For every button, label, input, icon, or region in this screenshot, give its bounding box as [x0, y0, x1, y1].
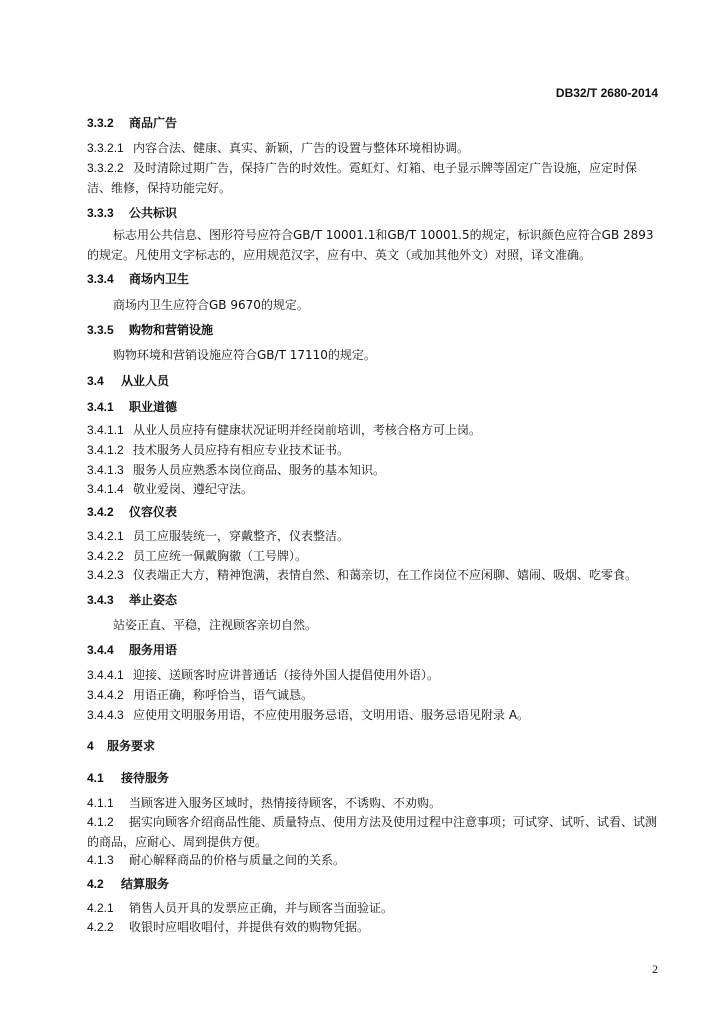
document-body [87, 115, 659, 935]
page-number: 2 [652, 962, 658, 976]
heading-3-4-1: 3.4.1 职业道德 [87, 400, 178, 414]
clause-4-1-1: 4.1.1 当顾客进入服务区域时，热情接待顾客，不诱购、不劝购。 [87, 796, 442, 810]
paragraph-3-4-3: 站姿正直、平稳，注视顾客亲切自然。 [113, 618, 318, 632]
heading-4-1: 4.1 接待服务 [87, 771, 170, 785]
clause-3-4-2-2: 3.4.2.2 员工应统一佩戴胸徽（工号牌）。 [87, 549, 308, 563]
heading-3-4-2: 3.4.2 仪容仪表 [87, 505, 178, 519]
clause-3-4-2-3: 3.4.2.3 仪表端正大方，精神饱满，表情自然、和蔼亲切，在工作岗位不应闲聊、嬉闹、吸烟、吃零食。 [87, 568, 638, 582]
clause-3-3-2-1: 3.3.2.1 内容合法、健康、真实、新颖，广告的设置与整体环境相协调。 [87, 141, 470, 155]
clause-3-4-2-1: 3.4.2.1 员工应服装统一，穿戴整齐，仪表整洁。 [87, 529, 350, 543]
heading-4: 4 服务要求 [87, 739, 156, 753]
clause-3-3-2-2: 3.3.2.2 及时清除过期广告，保持广告的时效性。霓虹灯、灯箱、电子显示牌等固定广告设施，应定时保洁、维修，保持功能完好。 [87, 161, 638, 195]
paragraph-3-3-5: 购物环境和营销设施应符合GB/T 17110的规定。 [113, 348, 376, 362]
clause-3-4-4-1: 3.4.4.1 迎接、送顾客时应讲普通话（接待外国人提倡使用外语）。 [87, 668, 440, 682]
heading-3-3-2: 3.3.2 商品广告 [87, 116, 178, 130]
heading-3-3-3: 3.3.3 公共标识 [87, 206, 178, 220]
heading-3-3-4: 3.3.4 商场内卫生 [87, 272, 190, 286]
clause-3-4-4-2: 3.4.4.2 用语正确，称呼恰当，语气诚恳。 [87, 688, 314, 702]
heading-3-3-5: 3.3.5 购物和营销设施 [87, 323, 214, 337]
clause-3-4-4-3: 3.4.4.3 应使用文明服务用语，不应使用服务忌语，文明用语、服务忌语见附录 A。 [87, 708, 530, 722]
paragraph-3-3-3: 标志用公共信息、图形符号应符合GB/T 10001.1和GB/T 10001.5的规定，标识颜色应符合GB 2893的规定。凡使用文字标志的，应用规范汉字，应有中、英文（或加其他外文）对照，译文准确。 [87, 228, 654, 262]
clause-4-1-2: 4.1.2 据实向顾客介绍商品性能、质量特点、使用方法及使用过程中注意事项；可试穿、试听、试看、试测的商品，应耐心、周到提供方便。 [87, 815, 658, 849]
clause-4-1-3: 4.1.3 耐心解释商品的价格与质量之间的关系。 [87, 853, 346, 867]
heading-3-4-3: 3.4.3 举止姿态 [87, 593, 178, 607]
heading-4-2: 4.2 结算服务 [87, 877, 170, 891]
clause-4-2-1: 4.2.1 销售人员开具的发票应正确，并与顾客当面验证。 [87, 901, 394, 915]
standard-code: DB32/T 2680-2014 [555, 86, 658, 100]
heading-3-4-4: 3.4.4 服务用语 [87, 643, 178, 657]
clause-3-4-1-3: 3.4.1.3 服务人员应熟悉本岗位商品、服务的基本知识。 [87, 463, 386, 477]
clause-3-4-1-4: 3.4.1.4 敬业爱岗、遵纪守法。 [87, 482, 254, 496]
clause-3-4-1-1: 3.4.1.1 从业人员应持有健康状况证明并经岗前培训，考核合格方可上岗。 [87, 423, 482, 437]
clause-4-2-2: 4.2.2 收银时应唱收唱付，并提供有效的购物凭据。 [87, 920, 370, 934]
paragraph-3-3-4: 商场内卫生应符合GB 9670的规定。 [113, 298, 309, 312]
clause-3-4-1-2: 3.4.1.2 技术服务人员应持有相应专业技术证书。 [87, 443, 350, 457]
heading-3-4: 3.4 从业人员 [87, 374, 170, 388]
